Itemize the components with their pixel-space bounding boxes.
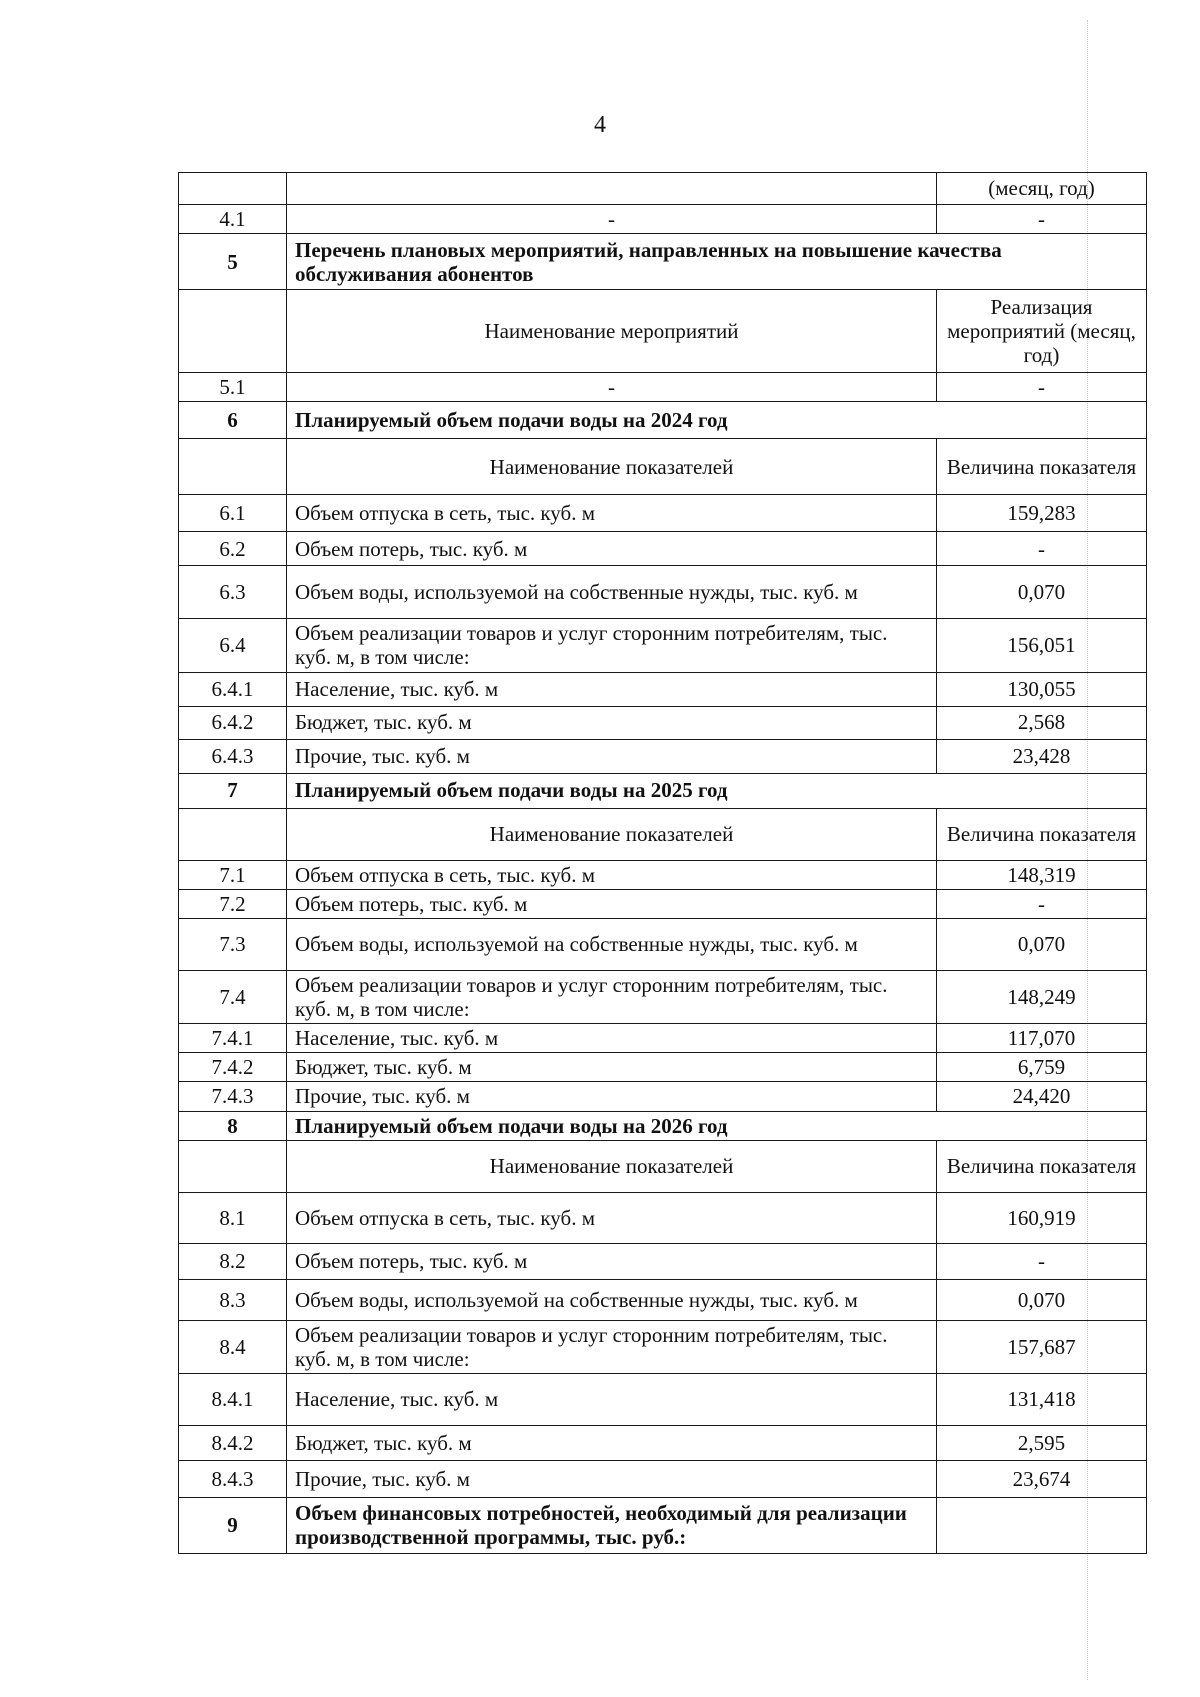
table-row (179, 918, 1147, 970)
indicator-name: Объем воды, используемой на собственные нужды, тыс. куб. м (287, 1279, 937, 1320)
table-row (179, 672, 1147, 706)
column-header-value: Величина показателя (937, 808, 1147, 860)
indicator-name: Прочие, тыс. куб. м (287, 1082, 937, 1111)
row-number: 6.3 (179, 566, 287, 619)
table-row (179, 1243, 1147, 1279)
indicator-name: Объем реализации товаров и услуг сторонним потребителям, тыс. куб. м, в том числе: (287, 1320, 937, 1373)
indicator-value: - (937, 889, 1147, 918)
table-row (179, 234, 1147, 290)
indicator-name: - (287, 205, 937, 234)
table-row (179, 439, 1147, 495)
indicator-value: 0,070 (937, 566, 1147, 619)
program-table-body (179, 173, 1147, 1554)
row-number: 4.1 (179, 205, 287, 234)
column-header-value: Величина показателя (937, 439, 1147, 495)
indicator-name: Объем реализации товаров и услуг сторонним потребителям, тыс. куб. м, в том числе: (287, 619, 937, 672)
table-row (179, 205, 1147, 234)
row-number: 8.3 (179, 1279, 287, 1320)
section-value (937, 1497, 1147, 1553)
row-number: 6.4.3 (179, 739, 287, 773)
program-table (178, 172, 1147, 1554)
indicator-value: 2,568 (937, 706, 1147, 739)
row-number (179, 1140, 287, 1192)
indicator-value: - (937, 532, 1147, 566)
row-number (179, 439, 287, 495)
row-number (179, 290, 287, 373)
row-number: 6.1 (179, 495, 287, 532)
column-header-name: Наименование мероприятий (287, 290, 937, 373)
row-number: 8.4.2 (179, 1425, 287, 1460)
indicator-name: Бюджет, тыс. куб. м (287, 706, 937, 739)
indicator-value: 156,051 (937, 619, 1147, 672)
row-number: 6.2 (179, 532, 287, 566)
indicator-name: Объем потерь, тыс. куб. м (287, 1243, 937, 1279)
indicator-value: 131,418 (937, 1373, 1147, 1425)
indicator-name: - (287, 373, 937, 402)
table-row (179, 773, 1147, 808)
indicator-name: Объем воды, используемой на собственные нужды, тыс. куб. м (287, 918, 937, 970)
indicator-value: 23,428 (937, 739, 1147, 773)
row-number: 7.4 (179, 970, 287, 1023)
indicator-name: Объем отпуска в сеть, тыс. куб. м (287, 1192, 937, 1243)
indicator-value: 117,070 (937, 1024, 1147, 1053)
row-number: 8.2 (179, 1243, 287, 1279)
column-header-name: Наименование показателей (287, 1140, 937, 1192)
indicator-name: Прочие, тыс. куб. м (287, 1460, 937, 1497)
row-number: 8.4.3 (179, 1460, 287, 1497)
column-header-name: Наименование показателей (287, 439, 937, 495)
table-row (179, 1053, 1147, 1082)
section-number: 5 (179, 234, 287, 290)
section-title: Планируемый объем подачи воды на 2024 год (287, 402, 1147, 439)
row-number: 7.2 (179, 889, 287, 918)
indicator-value: - (937, 373, 1147, 402)
table-row (179, 1320, 1147, 1373)
table-row (179, 1373, 1147, 1425)
row-number: 7.4.2 (179, 1053, 287, 1082)
indicator-name: Объем потерь, тыс. куб. м (287, 532, 937, 566)
indicator-value: 130,055 (937, 672, 1147, 706)
indicator-name: Население, тыс. куб. м (287, 1024, 937, 1053)
page-number: 4 (594, 112, 606, 138)
indicator-value: 24,420 (937, 1082, 1147, 1111)
table-row (179, 970, 1147, 1023)
table-row (179, 1497, 1147, 1553)
column-header-name (287, 173, 937, 205)
table-row (179, 373, 1147, 402)
indicator-name: Объем воды, используемой на собственные нужды, тыс. куб. м (287, 566, 937, 619)
row-number: 5.1 (179, 373, 287, 402)
section-number: 6 (179, 402, 287, 439)
row-number: 7.4.1 (179, 1024, 287, 1053)
column-header-value: Реализация мероприятий (месяц, год) (937, 290, 1147, 373)
row-number (179, 173, 287, 205)
table-row (179, 1140, 1147, 1192)
indicator-value: 6,759 (937, 1053, 1147, 1082)
column-header-name: Наименование показателей (287, 808, 937, 860)
table-row (179, 889, 1147, 918)
indicator-value: - (937, 205, 1147, 234)
section-title: Планируемый объем подачи воды на 2026 год (287, 1111, 1147, 1140)
column-header-value: (месяц, год) (937, 173, 1147, 205)
indicator-name: Объем реализации товаров и услуг сторонним потребителям, тыс. куб. м, в том числе: (287, 970, 937, 1023)
table-row (179, 173, 1147, 205)
indicator-value: 148,319 (937, 860, 1147, 889)
row-number: 8.4 (179, 1320, 287, 1373)
table-row (179, 495, 1147, 532)
indicator-value: 148,249 (937, 970, 1147, 1023)
indicator-value: 23,674 (937, 1460, 1147, 1497)
indicator-name: Прочие, тыс. куб. м (287, 739, 937, 773)
row-number: 8.4.1 (179, 1373, 287, 1425)
table-row (179, 1024, 1147, 1053)
indicator-value: 159,283 (937, 495, 1147, 532)
column-header-value: Величина показателя (937, 1140, 1147, 1192)
row-number: 6.4.1 (179, 672, 287, 706)
row-number: 8.1 (179, 1192, 287, 1243)
table-row (179, 706, 1147, 739)
section-title: Планируемый объем подачи воды на 2025 год (287, 773, 1147, 808)
table-row (179, 290, 1147, 373)
table-row (179, 1460, 1147, 1497)
section-number: 9 (179, 1497, 287, 1553)
table-row (179, 1192, 1147, 1243)
table-row (179, 808, 1147, 860)
section-title: Объем финансовых потребностей, необходимый для реализации производственной программы, тыс. руб.: (287, 1497, 937, 1553)
table-row (179, 402, 1147, 439)
table-row (179, 739, 1147, 773)
indicator-value: 2,595 (937, 1425, 1147, 1460)
row-number: 6.4.2 (179, 706, 287, 739)
table-row (179, 532, 1147, 566)
table-row (179, 1082, 1147, 1111)
indicator-name: Объем отпуска в сеть, тыс. куб. м (287, 860, 937, 889)
row-number: 7.3 (179, 918, 287, 970)
indicator-name: Бюджет, тыс. куб. м (287, 1053, 937, 1082)
indicator-value: 0,070 (937, 918, 1147, 970)
indicator-name: Бюджет, тыс. куб. м (287, 1425, 937, 1460)
indicator-value: 157,687 (937, 1320, 1147, 1373)
table-row (179, 1111, 1147, 1140)
indicator-value: 160,919 (937, 1192, 1147, 1243)
table-row (179, 860, 1147, 889)
section-number: 8 (179, 1111, 287, 1140)
table-row (179, 1279, 1147, 1320)
row-number (179, 808, 287, 860)
row-number: 6.4 (179, 619, 287, 672)
row-number: 7.1 (179, 860, 287, 889)
indicator-name: Население, тыс. куб. м (287, 672, 937, 706)
table-row (179, 566, 1147, 619)
table-row (179, 1425, 1147, 1460)
section-title: Перечень плановых мероприятий, направленных на повышение качества обслуживания абонентов (287, 234, 1147, 290)
indicator-name: Объем отпуска в сеть, тыс. куб. м (287, 495, 937, 532)
table-row (179, 619, 1147, 672)
indicator-name: Население, тыс. куб. м (287, 1373, 937, 1425)
section-number: 7 (179, 773, 287, 808)
indicator-value: 0,070 (937, 1279, 1147, 1320)
row-number: 7.4.3 (179, 1082, 287, 1111)
indicator-value: - (937, 1243, 1147, 1279)
indicator-name: Объем потерь, тыс. куб. м (287, 889, 937, 918)
